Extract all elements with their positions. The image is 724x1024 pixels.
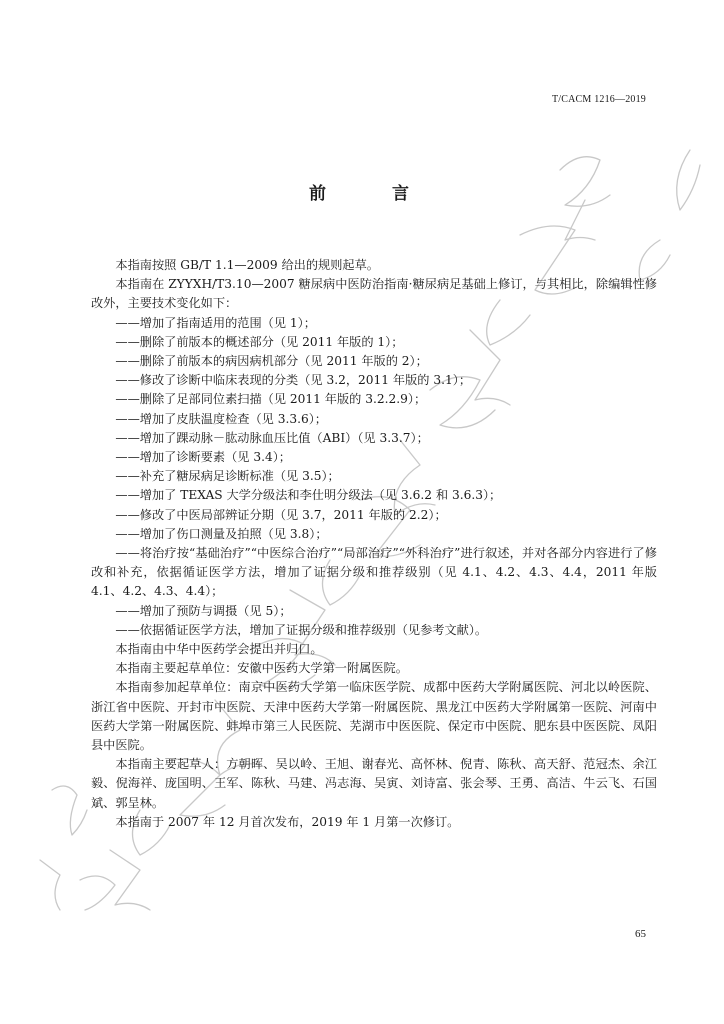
paragraph: 本指南按照 GB/T 1.1—2009 给出的规则起草。 [115, 258, 379, 272]
paragraph: 本指南在 ZYYXH/T3.10—2007 糖尿病中医防治指南·糖尿病足基础上修订，与其相比，除编辑性修改外，主要技术变化如下： [91, 277, 657, 311]
change-item: ——将治疗按“基础治疗”“中医综合治疗”“局部治疗”“外科治疗”进行叙述，并对各部分内容进行了修改和补充，依据循证医学方法，增加了证据分级和推荐级别（见 4.1、4.2、4.3、4.4，2011 年版 4.1、4.2、4.3、4.4）； [91, 546, 657, 599]
paragraph: 本指南主要起草人：方朝晖、吴以岭、王旭、谢春光、高怀林、倪青、陈秋、高天舒、范冠杰、余江毅、倪海祥、庞国明、王军、陈秋、马建、冯志海、吴寅、刘诗富、张会琴、王勇、高洁、牛云飞、石国斌、郭呈林。 [91, 757, 657, 810]
paragraph: 本指南于 2007 年 12 月首次发布，2019 年 1 月第一次修订。 [115, 814, 460, 829]
standard-number: T/CACM 1216—2019 [551, 94, 646, 105]
change-item: ——增加了踝动脉－肱动脉血压比值（ABI）（见 3.3.7）； [115, 430, 429, 445]
paragraph: 本指南参加起草单位：南京中医药大学第一临床医学院、成都中医药大学附属医院、河北以岭医院、浙江省中医院、开封市中医院、天津中医药大学第一附属医院、黑龙江中医药大学附属第一医院、河南中医药大学第一附属医院、蚌埠市第三人民医院、芜湖市中医医院、保定市中医院、肥东县中医医院、凤阳县中医院。 [91, 680, 657, 753]
change-item: ——修改了诊断中临床表现的分类（见 3.2，2011 年版的 3.1）； [115, 373, 472, 388]
change-item: ——删除了前版本的病因病机部分（见 2011 年版的 2）； [115, 354, 428, 369]
change-item: ——补充了糖尿病足诊断标准（见 3.5）； [115, 469, 340, 484]
change-item: ——依据循证医学方法，增加了证据分级和推荐级别（见参考文献）。 [115, 622, 488, 637]
paragraph: 本指南主要起草单位：安徽中医药大学第一附属医院。 [115, 661, 408, 676]
paragraph: 本指南由中华中医药学会提出并归口。 [115, 642, 323, 657]
change-item: ——增加了诊断要素（见 3.4）； [115, 450, 291, 465]
page-number: 65 [635, 928, 646, 940]
change-item: ——增加了皮肤温度检查（见 3.3.6）； [115, 411, 327, 426]
change-item: ——删除了前版本的概述部分（见 2011 年版的 1）； [115, 334, 404, 349]
change-item: ——增加了预防与调摄（见 5）； [115, 603, 292, 618]
change-item: ——修改了中医局部辨证分期（见 3.7，2011 年版的 2.2）； [115, 507, 447, 522]
body-text [91, 256, 657, 832]
change-item: ——增加了伤口测量及拍照（见 3.8）； [115, 526, 328, 541]
change-item: ——增加了 TEXAS 大学分级法和李仕明分级法（见 3.6.2 和 3.6.3）； [115, 488, 502, 503]
change-item: ——增加了指南适用的范围（见 1）； [115, 315, 316, 330]
change-item: ——删除了足部同位素扫描（见 2011 年版的 3.2.2.9）； [115, 392, 427, 407]
page-title: 前 言 [309, 184, 439, 204]
